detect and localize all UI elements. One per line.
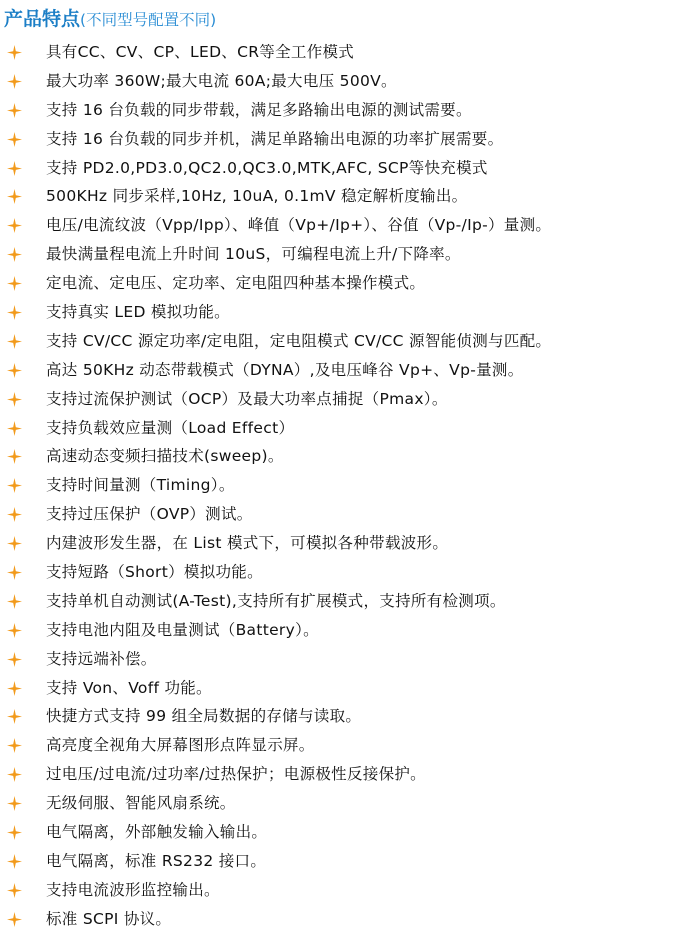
- feature-text: 500KHz 同步采样,10Hz, 10uA, 0.1mV 稳定解析度输出。: [46, 187, 468, 206]
- feature-text: 具有CC、CV、CP、LED、CR等全工作模式: [46, 43, 355, 61]
- four-point-star-icon: [7, 738, 22, 753]
- feature-item: [0, 67, 687, 96]
- feature-text: 支持 CV/CC 源定功率/定电阻，定电阻模式 CV/CC 源智能侦测与匹配。: [46, 331, 552, 350]
- feature-text: 最大功率 360W;最大电流 60A;最大电压 500V。: [46, 71, 397, 90]
- feature-text: 支持 PD2.0,PD3.0,QC2.0,QC3.0,MTK,AFC, SCP等快充模式: [46, 158, 488, 177]
- four-point-star-icon: [7, 681, 22, 696]
- feature-text: 高亮度全视角大屏幕图形点阵显示屏。: [46, 736, 315, 755]
- four-point-star-icon: [7, 132, 22, 147]
- feature-text: 无级伺服、智能风扇系统。: [46, 794, 236, 813]
- feature-item: [0, 269, 687, 298]
- feature-text: 定电流、定电压、定功率、定电阻四种基本操作模式。: [46, 274, 426, 293]
- feature-item: [0, 760, 687, 789]
- feature-item: [0, 414, 687, 443]
- feature-item: [0, 125, 687, 154]
- four-point-star-icon: [7, 709, 22, 724]
- four-point-star-icon: [7, 623, 22, 638]
- four-point-star-icon: [7, 363, 22, 378]
- feature-item: [0, 471, 687, 500]
- feature-text: 内建波形发生器，在 List 模式下，可模拟各种带载波形。: [46, 534, 449, 553]
- feature-list: [0, 38, 687, 934]
- feature-text: 支持过压保护（OVP）测试。: [46, 505, 253, 524]
- heading-subtitle: (不同型号配置不同): [80, 11, 217, 29]
- feature-text: 电气隔离，标准 RS232 接口。: [46, 851, 267, 870]
- feature-item: [0, 558, 687, 587]
- four-point-star-icon: [7, 883, 22, 898]
- feature-item: [0, 789, 687, 818]
- four-point-star-icon: [7, 305, 22, 320]
- feature-item: [0, 211, 687, 240]
- four-point-star-icon: [7, 103, 22, 118]
- feature-text: 支持真实 LED 模拟功能。: [46, 303, 230, 322]
- feature-item: [0, 645, 687, 674]
- feature-item: [0, 96, 687, 125]
- feature-text: 电气隔离，外部触发输入输出。: [46, 823, 268, 842]
- four-point-star-icon: [7, 218, 22, 233]
- four-point-star-icon: [7, 825, 22, 840]
- four-point-star-icon: [7, 854, 22, 869]
- feature-item: [0, 240, 687, 269]
- feature-text: 标准 SCPI 协议。: [46, 909, 172, 928]
- feature-text: 高速动态变频扫描技术(sweep)。: [46, 447, 284, 466]
- feature-item: [0, 385, 687, 414]
- four-point-star-icon: [7, 565, 22, 580]
- feature-text: 电压/电流纹波（Vpp/Ipp）、峰值（Vp+/Ip+）、谷值（Vp-/Ip-）量测。: [46, 216, 552, 235]
- feature-text: 支持单机自动测试(A-Test),支持所有扩展模式，支持所有检测项。: [46, 591, 506, 610]
- four-point-star-icon: [7, 594, 22, 609]
- feature-text: 支持负载效应量测（Load Effect）: [46, 418, 295, 437]
- feature-item: [0, 442, 687, 471]
- four-point-star-icon: [7, 912, 22, 927]
- feature-text: 支持 Von、Voff 功能。: [46, 678, 212, 697]
- feature-text: 支持远端补偿。: [46, 649, 157, 668]
- feature-text: 支持过流保护测试（OCP）及最大功率点捕捉（Pmax）。: [46, 389, 448, 408]
- feature-item: [0, 356, 687, 385]
- feature-item: [0, 674, 687, 703]
- feature-item: [0, 587, 687, 616]
- feature-item: [0, 731, 687, 760]
- feature-item: [0, 876, 687, 905]
- four-point-star-icon: [7, 74, 22, 89]
- four-point-star-icon: [7, 421, 22, 436]
- four-point-star-icon: [7, 507, 22, 522]
- heading-title: 产品特点: [4, 8, 81, 30]
- four-point-star-icon: [7, 767, 22, 782]
- feature-text: 支持时间量测（Timing）。: [46, 476, 235, 495]
- four-point-star-icon: [7, 796, 22, 811]
- feature-text: 支持短路（Short）模拟功能。: [46, 563, 263, 582]
- feature-text: 支持 16 台负载的同步并机，满足单路输出电源的功率扩展需要。: [46, 129, 504, 148]
- feature-item: [0, 327, 687, 356]
- four-point-star-icon: [7, 449, 22, 464]
- feature-text: 过电压/过电流/过功率/过热保护；电源极性反接保护。: [46, 765, 426, 784]
- four-point-star-icon: [7, 392, 22, 407]
- feature-item: [0, 529, 687, 558]
- four-point-star-icon: [7, 276, 22, 291]
- feature-item: [0, 500, 687, 529]
- feature-text: 支持电池内阻及电量测试（Battery）。: [46, 620, 319, 639]
- feature-item: [0, 905, 687, 934]
- feature-item: [0, 38, 687, 67]
- four-point-star-icon: [7, 478, 22, 493]
- feature-item: [0, 616, 687, 645]
- feature-text: 支持电流波形监控输出。: [46, 880, 220, 899]
- four-point-star-icon: [7, 334, 22, 349]
- feature-item: [0, 182, 687, 211]
- four-point-star-icon: [7, 652, 22, 667]
- feature-text: 支持 16 台负载的同步带载，满足多路输出电源的测试需要。: [46, 100, 472, 119]
- feature-item: [0, 702, 687, 731]
- section-heading: [4, 4, 216, 34]
- feature-item: [0, 298, 687, 327]
- four-point-star-icon: [7, 536, 22, 551]
- four-point-star-icon: [7, 161, 22, 176]
- four-point-star-icon: [7, 247, 22, 262]
- four-point-star-icon: [7, 45, 22, 60]
- feature-item: [0, 818, 687, 847]
- feature-item: [0, 847, 687, 876]
- feature-text: 最快满量程电流上升时间 10uS，可编程电流上升/下降率。: [46, 245, 461, 264]
- feature-text: 高达 50KHz 动态带载模式（DYNA）,及电压峰谷 Vp+、Vp-量测。: [46, 360, 524, 379]
- feature-item: [0, 154, 687, 183]
- feature-text: 快捷方式支持 99 组全局数据的存储与读取。: [46, 707, 362, 726]
- four-point-star-icon: [7, 189, 22, 204]
